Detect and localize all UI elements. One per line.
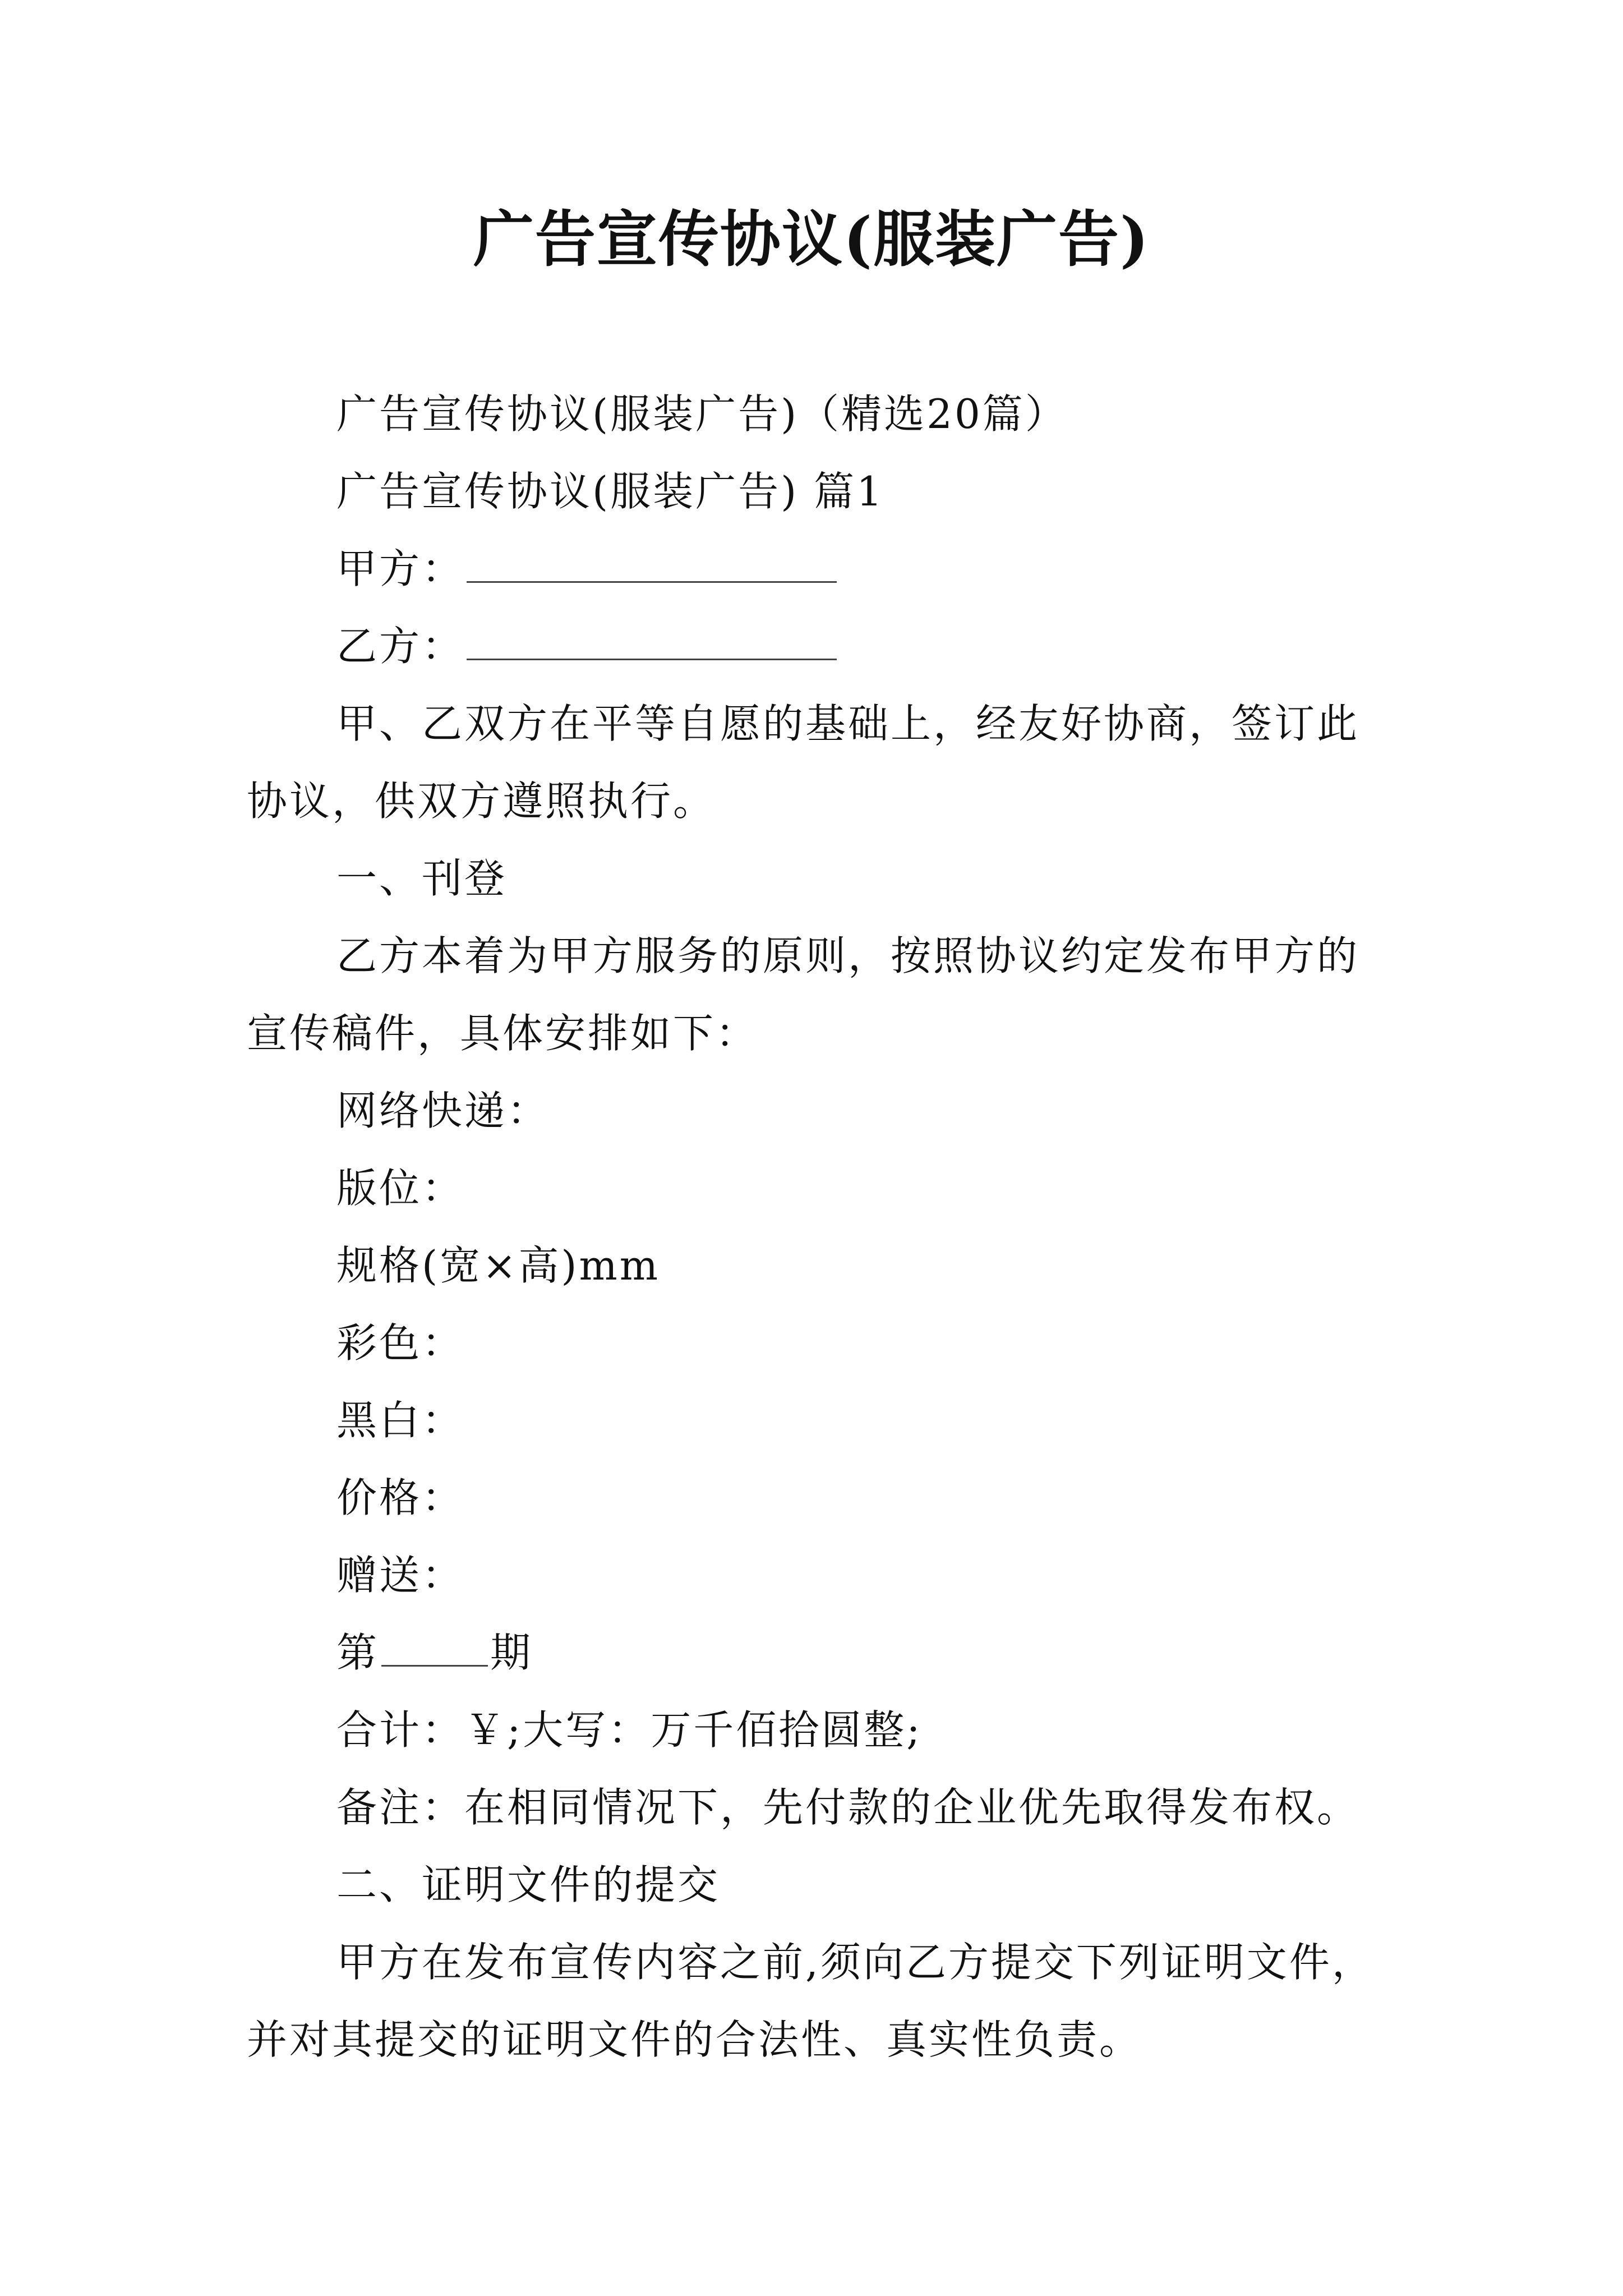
issue-blank xyxy=(381,1663,488,1667)
party-b-blank xyxy=(467,656,837,660)
note-line: 备注：在相同情况下，先付款的企业优先取得发布权。 xyxy=(336,1784,1360,1831)
item-price: 价格： xyxy=(336,1474,465,1521)
party-b-label: 乙方： xyxy=(336,623,465,670)
issue-suffix: 期 xyxy=(490,1629,533,1676)
clause1-paragraph-line2: 宣传稿件，具体安排如下： xyxy=(247,1010,759,1057)
party-a-label: 甲方： xyxy=(336,545,465,592)
total-line: 合计：￥;大写：万千佰拾圆整; xyxy=(336,1706,923,1754)
intro-paragraph-line1: 甲、乙双方在平等自愿的基础上，经友好协商，签订此 xyxy=(336,700,1360,747)
clause1-paragraph-line1: 乙方本着为甲方服务的原则，按照协议约定发布甲方的 xyxy=(336,932,1360,979)
intro-paragraph-line2: 协议，供双方遵照执行。 xyxy=(247,777,716,825)
item-spec: 规格(宽×高)mm xyxy=(336,1242,661,1289)
party-a-blank xyxy=(467,579,837,583)
issue-prefix: 第 xyxy=(336,1629,380,1676)
clause2-paragraph-line1: 甲方在发布宣传内容之前,须向乙方提交下列证明文件， xyxy=(336,1939,1375,1986)
subtitle: 广告宣传协议(服装广告)（精选20篇） xyxy=(336,390,1068,438)
party-b-line xyxy=(336,619,839,673)
item-color: 彩色： xyxy=(336,1319,465,1366)
clause2-heading: 二、证明文件的提交 xyxy=(336,1861,721,1908)
clause2-paragraph-line2: 并对其提交的证明文件的合法性、真实性负责。 xyxy=(247,2016,1142,2063)
item-layout: 版位： xyxy=(336,1165,465,1212)
issue-line xyxy=(336,1626,533,1680)
item-gift: 赠送： xyxy=(336,1552,465,1599)
item-network: 网络快递： xyxy=(336,1087,550,1134)
section-heading: 广告宣传协议(服装广告) 篇1 xyxy=(336,468,884,515)
item-bw: 黑白： xyxy=(336,1397,465,1444)
clause1-heading: 一、刊登 xyxy=(336,855,508,902)
document-title: 广告宣传协议(服装广告) xyxy=(473,204,1150,275)
party-a-line xyxy=(336,542,839,596)
